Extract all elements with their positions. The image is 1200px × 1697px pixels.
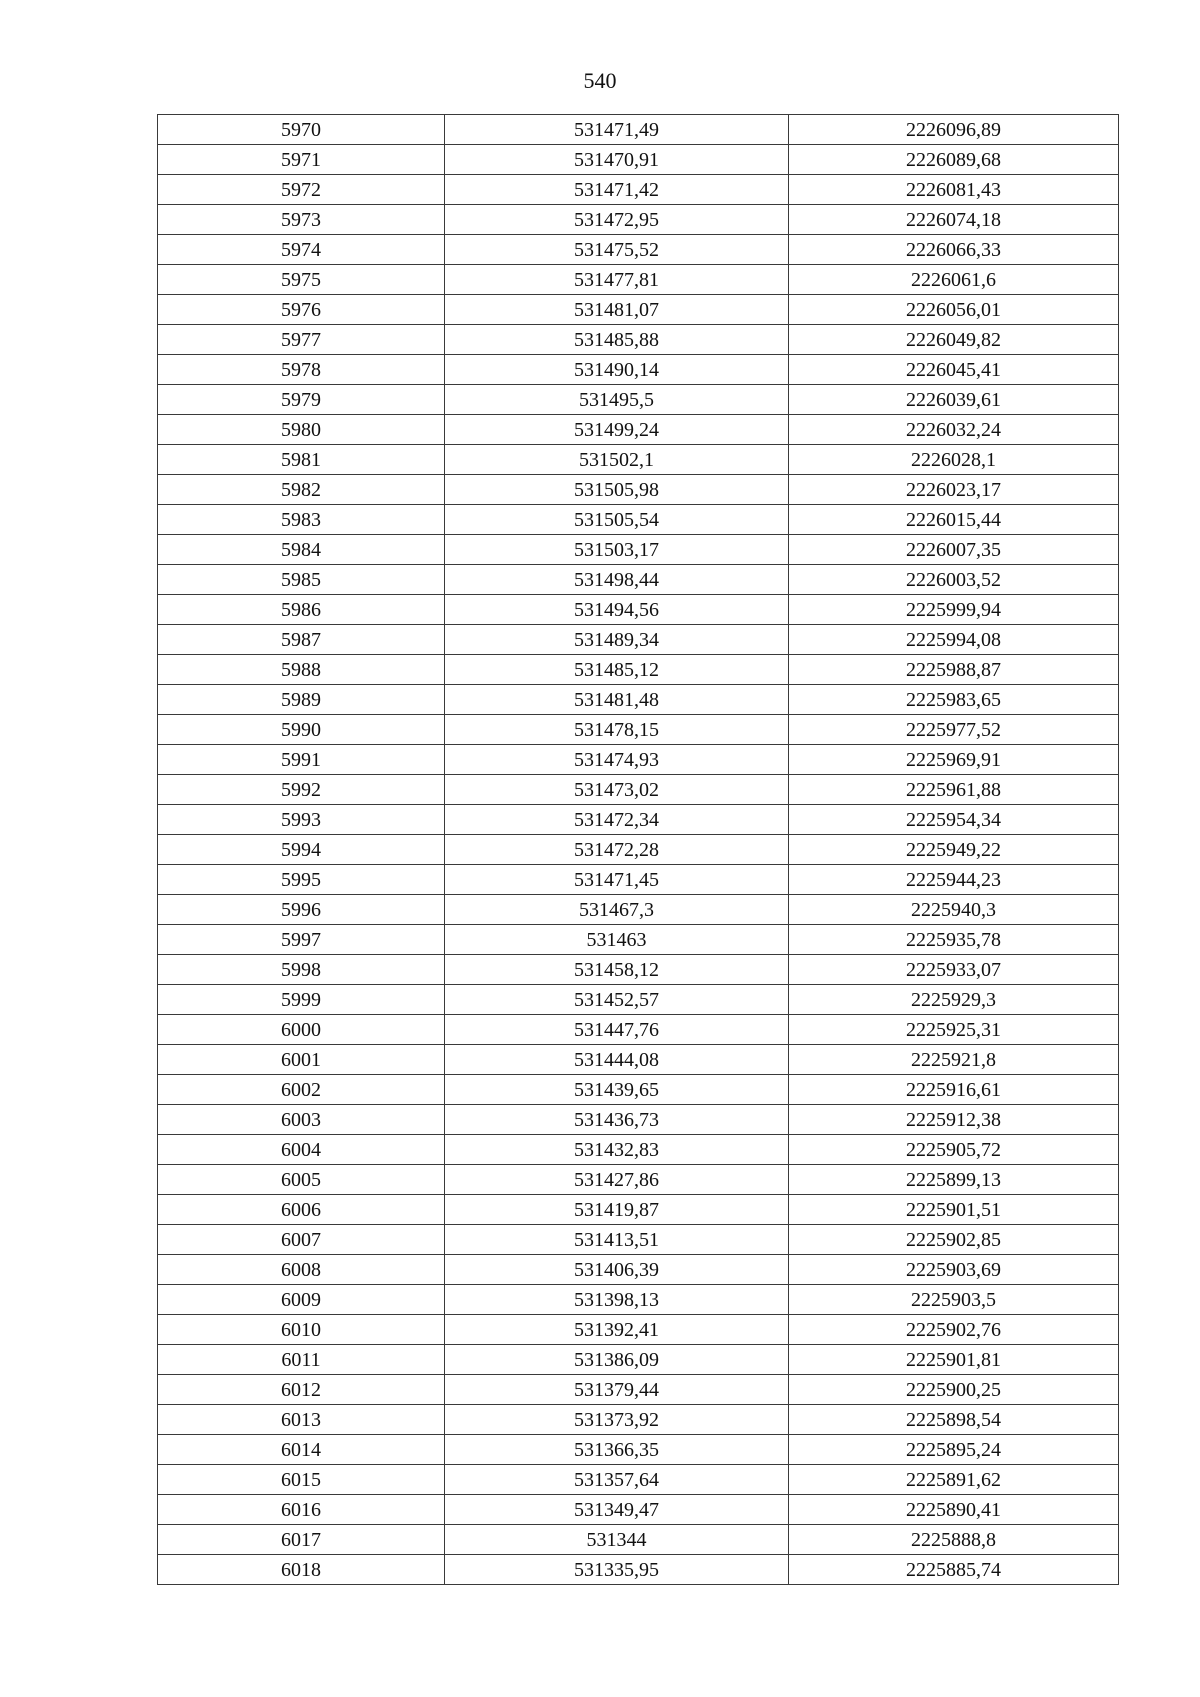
y-coordinate-cell: 2225961,88 xyxy=(789,775,1119,805)
point-number-cell: 5996 xyxy=(158,895,445,925)
point-number-cell: 5985 xyxy=(158,565,445,595)
point-number-cell: 6018 xyxy=(158,1555,445,1585)
point-number-cell: 5982 xyxy=(158,475,445,505)
table-row xyxy=(158,1345,1119,1375)
table-row xyxy=(158,1525,1119,1555)
table-row xyxy=(158,1195,1119,1225)
table-row xyxy=(158,385,1119,415)
x-coordinate-cell: 531503,17 xyxy=(445,535,789,565)
y-coordinate-cell: 2225901,81 xyxy=(789,1345,1119,1375)
point-number-cell: 5971 xyxy=(158,145,445,175)
table-row xyxy=(158,325,1119,355)
point-number-cell: 5987 xyxy=(158,625,445,655)
table-row xyxy=(158,205,1119,235)
table-row xyxy=(158,595,1119,625)
y-coordinate-cell: 2225999,94 xyxy=(789,595,1119,625)
x-coordinate-cell: 531470,91 xyxy=(445,145,789,175)
y-coordinate-cell: 2225901,51 xyxy=(789,1195,1119,1225)
point-number-cell: 6002 xyxy=(158,1075,445,1105)
y-coordinate-cell: 2226066,33 xyxy=(789,235,1119,265)
table-row xyxy=(158,415,1119,445)
x-coordinate-cell: 531485,12 xyxy=(445,655,789,685)
x-coordinate-cell: 531447,76 xyxy=(445,1015,789,1045)
y-coordinate-cell: 2226015,44 xyxy=(789,505,1119,535)
x-coordinate-cell: 531478,15 xyxy=(445,715,789,745)
point-number-cell: 5975 xyxy=(158,265,445,295)
y-coordinate-cell: 2226081,43 xyxy=(789,175,1119,205)
page-number: 540 xyxy=(583,68,617,93)
x-coordinate-cell: 531494,56 xyxy=(445,595,789,625)
x-coordinate-cell: 531406,39 xyxy=(445,1255,789,1285)
y-coordinate-cell: 2226096,89 xyxy=(789,115,1119,145)
y-coordinate-cell: 2225900,25 xyxy=(789,1375,1119,1405)
table-row xyxy=(158,1135,1119,1165)
x-coordinate-cell: 531489,34 xyxy=(445,625,789,655)
table-row xyxy=(158,715,1119,745)
y-coordinate-cell: 2225891,62 xyxy=(789,1465,1119,1495)
y-coordinate-cell: 2226007,35 xyxy=(789,535,1119,565)
table-row xyxy=(158,655,1119,685)
x-coordinate-cell: 531471,42 xyxy=(445,175,789,205)
x-coordinate-cell: 531472,34 xyxy=(445,805,789,835)
point-number-cell: 5999 xyxy=(158,985,445,1015)
table-row xyxy=(158,1015,1119,1045)
x-coordinate-cell: 531357,64 xyxy=(445,1465,789,1495)
x-coordinate-cell: 531485,88 xyxy=(445,325,789,355)
table-row xyxy=(158,535,1119,565)
table-row xyxy=(158,175,1119,205)
table-row xyxy=(158,805,1119,835)
x-coordinate-cell: 531419,87 xyxy=(445,1195,789,1225)
y-coordinate-cell: 2225949,22 xyxy=(789,835,1119,865)
point-number-cell: 5977 xyxy=(158,325,445,355)
y-coordinate-cell: 2226056,01 xyxy=(789,295,1119,325)
table-row xyxy=(158,1375,1119,1405)
x-coordinate-cell: 531335,95 xyxy=(445,1555,789,1585)
point-number-cell: 6006 xyxy=(158,1195,445,1225)
y-coordinate-cell: 2225902,85 xyxy=(789,1225,1119,1255)
point-number-cell: 5993 xyxy=(158,805,445,835)
point-number-cell: 6000 xyxy=(158,1015,445,1045)
x-coordinate-cell: 531471,49 xyxy=(445,115,789,145)
y-coordinate-cell: 2225888,8 xyxy=(789,1525,1119,1555)
y-coordinate-cell: 2225929,3 xyxy=(789,985,1119,1015)
table-row xyxy=(158,1045,1119,1075)
x-coordinate-cell: 531432,83 xyxy=(445,1135,789,1165)
point-number-cell: 5980 xyxy=(158,415,445,445)
table-row xyxy=(158,625,1119,655)
x-coordinate-cell: 531373,92 xyxy=(445,1405,789,1435)
point-number-cell: 6013 xyxy=(158,1405,445,1435)
y-coordinate-cell: 2225933,07 xyxy=(789,955,1119,985)
table-row xyxy=(158,835,1119,865)
x-coordinate-cell: 531475,52 xyxy=(445,235,789,265)
y-coordinate-cell: 2225895,24 xyxy=(789,1435,1119,1465)
table-row xyxy=(158,895,1119,925)
table-row xyxy=(158,355,1119,385)
table-row xyxy=(158,1225,1119,1255)
point-number-cell: 6015 xyxy=(158,1465,445,1495)
y-coordinate-cell: 2225885,74 xyxy=(789,1555,1119,1585)
table-row xyxy=(158,925,1119,955)
table-row xyxy=(158,745,1119,775)
point-number-cell: 5990 xyxy=(158,715,445,745)
y-coordinate-cell: 2226032,24 xyxy=(789,415,1119,445)
y-coordinate-cell: 2225902,76 xyxy=(789,1315,1119,1345)
x-coordinate-cell: 531495,5 xyxy=(445,385,789,415)
x-coordinate-cell: 531499,24 xyxy=(445,415,789,445)
table-row xyxy=(158,1165,1119,1195)
y-coordinate-cell: 2225977,52 xyxy=(789,715,1119,745)
y-coordinate-cell: 2225994,08 xyxy=(789,625,1119,655)
x-coordinate-cell: 531458,12 xyxy=(445,955,789,985)
point-number-cell: 5995 xyxy=(158,865,445,895)
table-row xyxy=(158,295,1119,325)
point-number-cell: 5992 xyxy=(158,775,445,805)
y-coordinate-cell: 2225890,41 xyxy=(789,1495,1119,1525)
point-number-cell: 6014 xyxy=(158,1435,445,1465)
table-row xyxy=(158,985,1119,1015)
point-number-cell: 6003 xyxy=(158,1105,445,1135)
y-coordinate-cell: 2226023,17 xyxy=(789,475,1119,505)
table-row xyxy=(158,1285,1119,1315)
y-coordinate-cell: 2225921,8 xyxy=(789,1045,1119,1075)
x-coordinate-cell: 531477,81 xyxy=(445,265,789,295)
point-number-cell: 6012 xyxy=(158,1375,445,1405)
x-coordinate-cell: 531502,1 xyxy=(445,445,789,475)
x-coordinate-cell: 531427,86 xyxy=(445,1165,789,1195)
x-coordinate-cell: 531471,45 xyxy=(445,865,789,895)
table-row xyxy=(158,1435,1119,1465)
point-number-cell: 5981 xyxy=(158,445,445,475)
table-row xyxy=(158,505,1119,535)
x-coordinate-cell: 531481,48 xyxy=(445,685,789,715)
y-coordinate-cell: 2226039,61 xyxy=(789,385,1119,415)
table-row xyxy=(158,1075,1119,1105)
x-coordinate-cell: 531413,51 xyxy=(445,1225,789,1255)
y-coordinate-cell: 2225903,5 xyxy=(789,1285,1119,1315)
table-row xyxy=(158,1555,1119,1585)
y-coordinate-cell: 2225954,34 xyxy=(789,805,1119,835)
point-number-cell: 6001 xyxy=(158,1045,445,1075)
table-row xyxy=(158,685,1119,715)
point-number-cell: 5979 xyxy=(158,385,445,415)
table-row xyxy=(158,475,1119,505)
y-coordinate-cell: 2226028,1 xyxy=(789,445,1119,475)
table-row xyxy=(158,265,1119,295)
y-coordinate-cell: 2226074,18 xyxy=(789,205,1119,235)
table-row xyxy=(158,775,1119,805)
y-coordinate-cell: 2225905,72 xyxy=(789,1135,1119,1165)
point-number-cell: 5978 xyxy=(158,355,445,385)
point-number-cell: 6017 xyxy=(158,1525,445,1555)
point-number-cell: 6005 xyxy=(158,1165,445,1195)
y-coordinate-cell: 2225988,87 xyxy=(789,655,1119,685)
x-coordinate-cell: 531463 xyxy=(445,925,789,955)
point-number-cell: 5972 xyxy=(158,175,445,205)
point-number-cell: 6010 xyxy=(158,1315,445,1345)
point-number-cell: 6007 xyxy=(158,1225,445,1255)
x-coordinate-cell: 531505,98 xyxy=(445,475,789,505)
x-coordinate-cell: 531498,44 xyxy=(445,565,789,595)
table-row xyxy=(158,1105,1119,1135)
y-coordinate-cell: 2225944,23 xyxy=(789,865,1119,895)
x-coordinate-cell: 531436,73 xyxy=(445,1105,789,1135)
coordinates-table-body xyxy=(158,115,1119,1585)
table-row xyxy=(158,1255,1119,1285)
y-coordinate-cell: 2225983,65 xyxy=(789,685,1119,715)
y-coordinate-cell: 2225899,13 xyxy=(789,1165,1119,1195)
point-number-cell: 6009 xyxy=(158,1285,445,1315)
x-coordinate-cell: 531444,08 xyxy=(445,1045,789,1075)
table-row xyxy=(158,1495,1119,1525)
y-coordinate-cell: 2225916,61 xyxy=(789,1075,1119,1105)
table-row xyxy=(158,445,1119,475)
y-coordinate-cell: 2226049,82 xyxy=(789,325,1119,355)
x-coordinate-cell: 531386,09 xyxy=(445,1345,789,1375)
y-coordinate-cell: 2225912,38 xyxy=(789,1105,1119,1135)
point-number-cell: 5976 xyxy=(158,295,445,325)
table-row xyxy=(158,1465,1119,1495)
table-row xyxy=(158,145,1119,175)
x-coordinate-cell: 531490,14 xyxy=(445,355,789,385)
point-number-cell: 5974 xyxy=(158,235,445,265)
table-row xyxy=(158,235,1119,265)
y-coordinate-cell: 2225898,54 xyxy=(789,1405,1119,1435)
point-number-cell: 5973 xyxy=(158,205,445,235)
y-coordinate-cell: 2226089,68 xyxy=(789,145,1119,175)
table-row xyxy=(158,115,1119,145)
point-number-cell: 5991 xyxy=(158,745,445,775)
table-row xyxy=(158,955,1119,985)
x-coordinate-cell: 531439,65 xyxy=(445,1075,789,1105)
x-coordinate-cell: 531349,47 xyxy=(445,1495,789,1525)
point-number-cell: 5986 xyxy=(158,595,445,625)
x-coordinate-cell: 531472,28 xyxy=(445,835,789,865)
x-coordinate-cell: 531452,57 xyxy=(445,985,789,1015)
table-row xyxy=(158,1315,1119,1345)
y-coordinate-cell: 2225969,91 xyxy=(789,745,1119,775)
point-number-cell: 5989 xyxy=(158,685,445,715)
x-coordinate-cell: 531473,02 xyxy=(445,775,789,805)
point-number-cell: 6004 xyxy=(158,1135,445,1165)
point-number-cell: 5988 xyxy=(158,655,445,685)
y-coordinate-cell: 2226045,41 xyxy=(789,355,1119,385)
table-row xyxy=(158,565,1119,595)
y-coordinate-cell: 2225940,3 xyxy=(789,895,1119,925)
coordinates-table xyxy=(157,114,1119,1585)
table-row xyxy=(158,1405,1119,1435)
x-coordinate-cell: 531344 xyxy=(445,1525,789,1555)
x-coordinate-cell: 531398,13 xyxy=(445,1285,789,1315)
point-number-cell: 5984 xyxy=(158,535,445,565)
y-coordinate-cell: 2226061,6 xyxy=(789,265,1119,295)
y-coordinate-cell: 2225935,78 xyxy=(789,925,1119,955)
x-coordinate-cell: 531474,93 xyxy=(445,745,789,775)
x-coordinate-cell: 531392,41 xyxy=(445,1315,789,1345)
x-coordinate-cell: 531366,35 xyxy=(445,1435,789,1465)
y-coordinate-cell: 2226003,52 xyxy=(789,565,1119,595)
x-coordinate-cell: 531472,95 xyxy=(445,205,789,235)
point-number-cell: 6008 xyxy=(158,1255,445,1285)
x-coordinate-cell: 531505,54 xyxy=(445,505,789,535)
point-number-cell: 6016 xyxy=(158,1495,445,1525)
point-number-cell: 5983 xyxy=(158,505,445,535)
table-row xyxy=(158,865,1119,895)
y-coordinate-cell: 2225925,31 xyxy=(789,1015,1119,1045)
point-number-cell: 5970 xyxy=(158,115,445,145)
point-number-cell: 5998 xyxy=(158,955,445,985)
x-coordinate-cell: 531379,44 xyxy=(445,1375,789,1405)
x-coordinate-cell: 531481,07 xyxy=(445,295,789,325)
x-coordinate-cell: 531467,3 xyxy=(445,895,789,925)
point-number-cell: 6011 xyxy=(158,1345,445,1375)
point-number-cell: 5997 xyxy=(158,925,445,955)
point-number-cell: 5994 xyxy=(158,835,445,865)
y-coordinate-cell: 2225903,69 xyxy=(789,1255,1119,1285)
